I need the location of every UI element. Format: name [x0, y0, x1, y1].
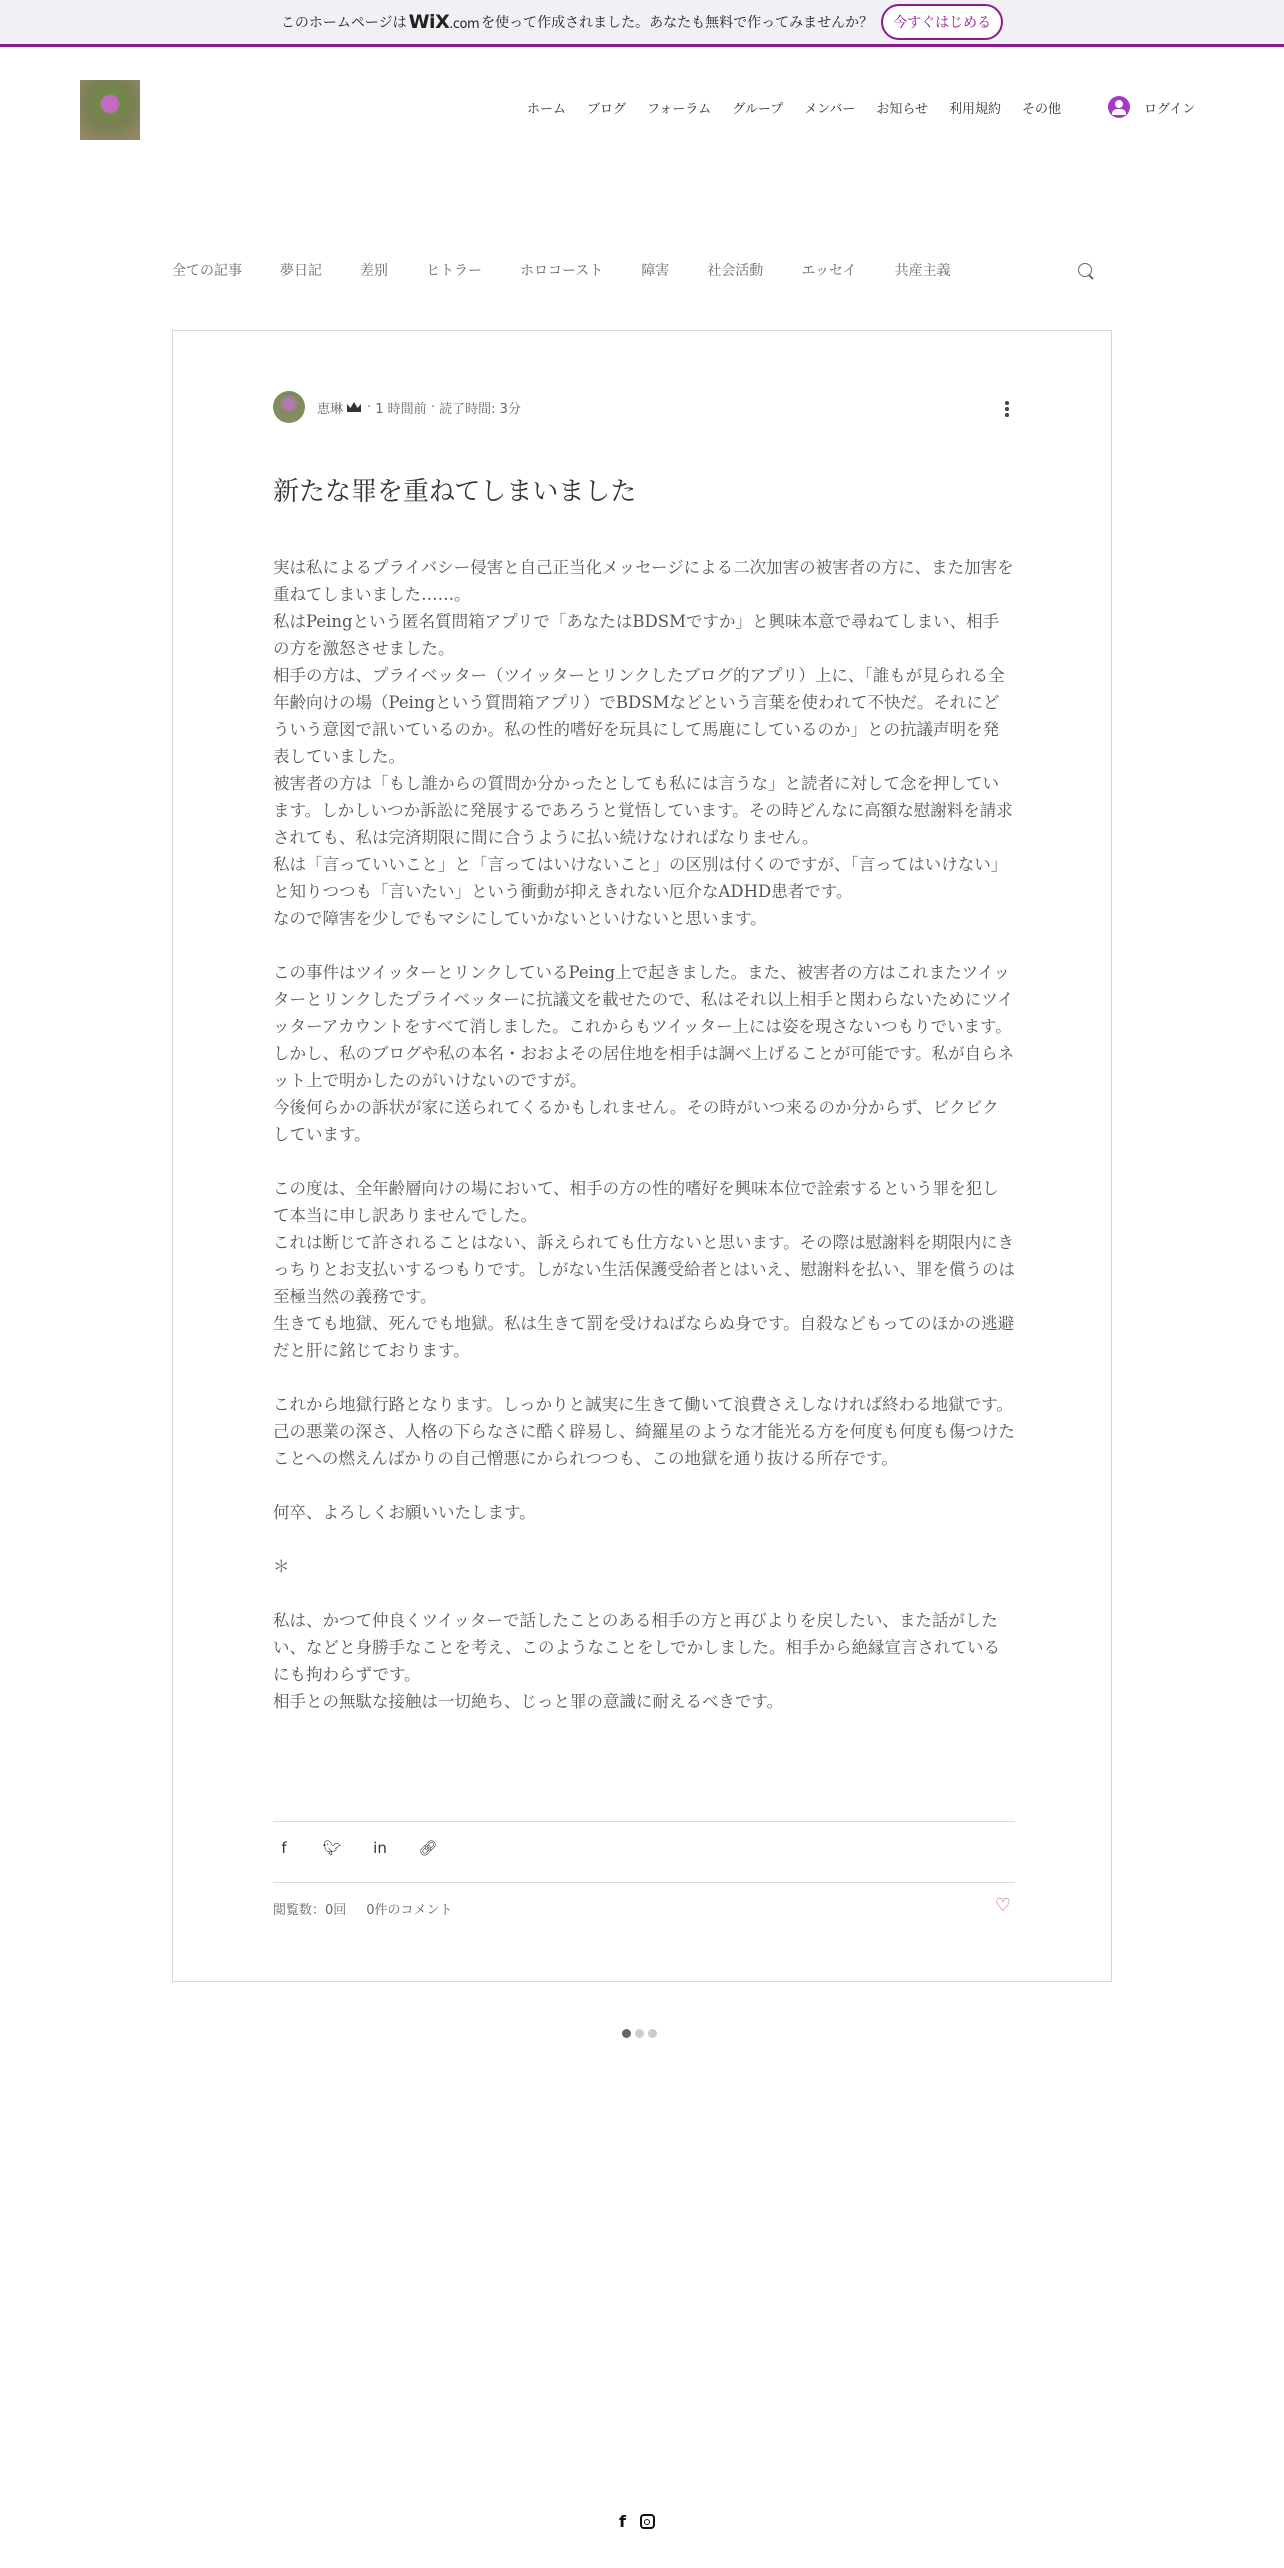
category-social-activity[interactable]: 社会活動 [707, 263, 764, 279]
category-communism[interactable]: 共産主義 [894, 263, 951, 279]
nav-item-terms[interactable]: 利用規約 [948, 102, 1001, 117]
heart-icon[interactable]: ♡ [994, 1895, 1011, 1916]
facebook-icon[interactable]: f [281, 1839, 287, 1857]
nav-item-groups[interactable]: グループ [732, 102, 784, 117]
post-paragraph: これは断じて許されることはない、訴えられても仕方ないと思います。その際は慰謝料を期限内にきっちりとお支払いするつもりです。しがない生活保護受給者とはいえ、慰謝料を払い、罪を償うのは至極当然の義務です。 [273, 1233, 1016, 1306]
category-dream-diary[interactable]: 夢日記 [280, 263, 322, 279]
category-menu [172, 260, 989, 280]
author-name[interactable]: 恵琳 [317, 401, 344, 417]
crown-icon [347, 402, 361, 412]
post-time: 1 時間前 [375, 401, 427, 417]
banner-text-before: このホームページは [280, 15, 407, 31]
category-holocaust[interactable]: ホロコースト [520, 263, 604, 279]
post-paragraph: なので障害を少しでもマシにしていかないといけないと思います。 [273, 909, 767, 928]
category-hitler[interactable]: ヒトラー [426, 263, 482, 279]
post-body [273, 554, 1015, 1715]
paragraph-gap [273, 1364, 1015, 1391]
nav-item-members[interactable]: メンバー [804, 102, 856, 117]
paragraph-gap [273, 932, 1015, 959]
linkedin-icon[interactable]: in [373, 1839, 387, 1857]
nav-item-more[interactable]: その他 [1021, 102, 1061, 117]
post-paragraph: この度は、全年齢層向けの場において、相手の方の性的嗜好を興味本位で詮索するという罪を犯して本当に申し訳ありませんでした。 [273, 1179, 999, 1225]
post-meta: 恵琳 · 1 時間前 · 読了時間: 3分 [273, 391, 521, 423]
paragraph-gap [273, 1526, 1015, 1553]
wix-logo: WiX.com [408, 11, 480, 33]
link-icon[interactable]: 🔗︎ [418, 1839, 438, 1857]
search-icon[interactable] [1078, 263, 1092, 277]
author-avatar[interactable] [273, 391, 305, 423]
category-all[interactable]: 全ての記事 [172, 263, 242, 279]
user-avatar-icon [1108, 96, 1130, 118]
post-paragraph: これから地獄行路となります。しっかりと誠実に生きて働いて浪費さえしなければ終わる地獄です。己の悪業の深さ、人格の下らなさに酷く辟易し、綺羅星のような才能光る方を何度も何度も傷つけたことへの燃えんばかりの自己憎悪にかられつつも、この地獄を通り抜ける所存です。 [273, 1395, 1015, 1468]
category-essay[interactable]: エッセイ [801, 263, 857, 279]
category-discrimination[interactable]: 差別 [360, 263, 388, 279]
nav-item-news[interactable]: お知らせ [876, 102, 928, 117]
wix-banner [0, 0, 1284, 47]
start-now-button[interactable]: 今すぐはじめる [881, 4, 1003, 40]
paragraph-gap [273, 1472, 1015, 1499]
post-paragraph: 私は、かつて仲良くツイッターで話したことのある相手の方と再びよりを戻したい、また話がしたい、などと身勝手なことを考え、このようなことをしでかしました。相手から絶縁宣言されているにも拘わらずです。 [273, 1611, 1000, 1684]
post-paragraph: ＊ [273, 1557, 290, 1576]
paragraph-gap [273, 1148, 1015, 1175]
post-title: 新たな罪を重ねてしまいました [273, 477, 637, 507]
page-dot[interactable] [635, 2029, 644, 2038]
divider [273, 1821, 1015, 1822]
post-card [172, 330, 1112, 1982]
paragraph-gap [273, 1580, 1015, 1607]
nav-item-forum[interactable]: フォーラム [647, 102, 712, 117]
site-logo[interactable] [80, 80, 140, 140]
twitter-icon[interactable]: 🐦︎ [322, 1839, 342, 1857]
post-paragraph: 実は私によるプライバシー侵害と自己正当化メッセージによる二次加害の被害者の方に、また加害を重ねてしまいました……。 [273, 558, 1014, 604]
post-paragraph: 今後何らかの訴状が家に送られてくるかもしれません。その時がいつ来るのか分からず、ビクビクしています。 [273, 1098, 999, 1144]
post-stats [273, 1899, 453, 1918]
login-label: ログイン [1144, 101, 1196, 117]
post-paragraph: しかし、私のブログや私の本名・おおよその居住地を相手は調べ上げることが可能です。私が自らネット上で明かしたのがいけないのですが。 [273, 1044, 1015, 1090]
post-paragraph: 私はPeingという匿名質問箱アプリで「あなたはBDSMですか」と興味本意で尋ねてしまい、相手の方を激怒させました。 [273, 612, 1000, 658]
read-time: 読了時間: 3分 [439, 401, 521, 417]
nav-item-home[interactable]: ホーム [527, 102, 567, 117]
post-paragraph: 何卒、よろしくお願いいたします。 [273, 1503, 536, 1522]
comment-count[interactable]: 0件のコメント [366, 1903, 453, 1918]
page-dot[interactable] [648, 2029, 657, 2038]
facebook-icon[interactable]: f [619, 2512, 626, 2531]
divider [273, 1882, 1015, 1883]
post-paragraph: 被害者の方は「もし誰からの質問か分かったとしても私には言うな」と読者に対して念を押しています。しかしいつか訴訟に発展するであろうと覚悟しています。その時どんなに高額な慰謝料を請求されても、私は完済期限に間に合うように払い続けなければなりません。 [273, 774, 1013, 847]
more-options-icon[interactable] [1005, 401, 1009, 417]
post-paragraph: 相手との無駄な接触は一切絶ち、じっと罪の意識に耐えるべきです。 [273, 1692, 784, 1711]
banner-text-after: を使って作成されました。あなたも無料で作ってみませんか？ [481, 15, 874, 31]
main-nav [527, 98, 1082, 117]
footer-social [619, 2512, 655, 2531]
category-disability[interactable]: 障害 [641, 263, 670, 279]
post-paragraph: この事件はツイッターとリンクしているPeing上で起きました。また、被害者の方はこれまたツイッターとリンクしたプライベッターに抗議文を載せたので、私はそれ以上相手と関わらないためにツイッターアカウントをすべて消しました。これからもツイッター上には姿を現さないつもりでいます。 [273, 963, 1014, 1036]
share-bar [273, 1839, 439, 1857]
view-count: 閲覧数：0回 [273, 1903, 347, 1918]
post-paragraph: 相手の方は、プライベッター（ツイッターとリンクしたブログ的アプリ）上に、「誰もが見られる全年齢向けの場（Peingという質問箱アプリ）でBDSMなどという言葉を使われて不快だ。それにどういう意図で訊いているのか。私の性的嗜好を玩具にして馬鹿にしているのか」との抗議声明を発表していました。 [273, 666, 1005, 766]
login-button[interactable] [1108, 96, 1195, 118]
instagram-icon[interactable] [640, 2514, 655, 2529]
nav-item-blog[interactable]: ブログ [587, 102, 627, 117]
pagination-dots [622, 2029, 657, 2038]
post-paragraph: 生きても地獄、死んでも地獄。私は生きて罰を受けねばならぬ身です。自殺などもってのほかの逃避だと肝に銘じております。 [273, 1314, 1015, 1360]
post-paragraph: 私は「言っていいこと」と「言ってはいけないこと」の区別は付くのですが、「言ってはいけない」と知りつつも「言いたい」という衝動が抑えきれない厄介なADHD患者です。 [273, 855, 1008, 901]
page-dot[interactable] [622, 2029, 631, 2038]
